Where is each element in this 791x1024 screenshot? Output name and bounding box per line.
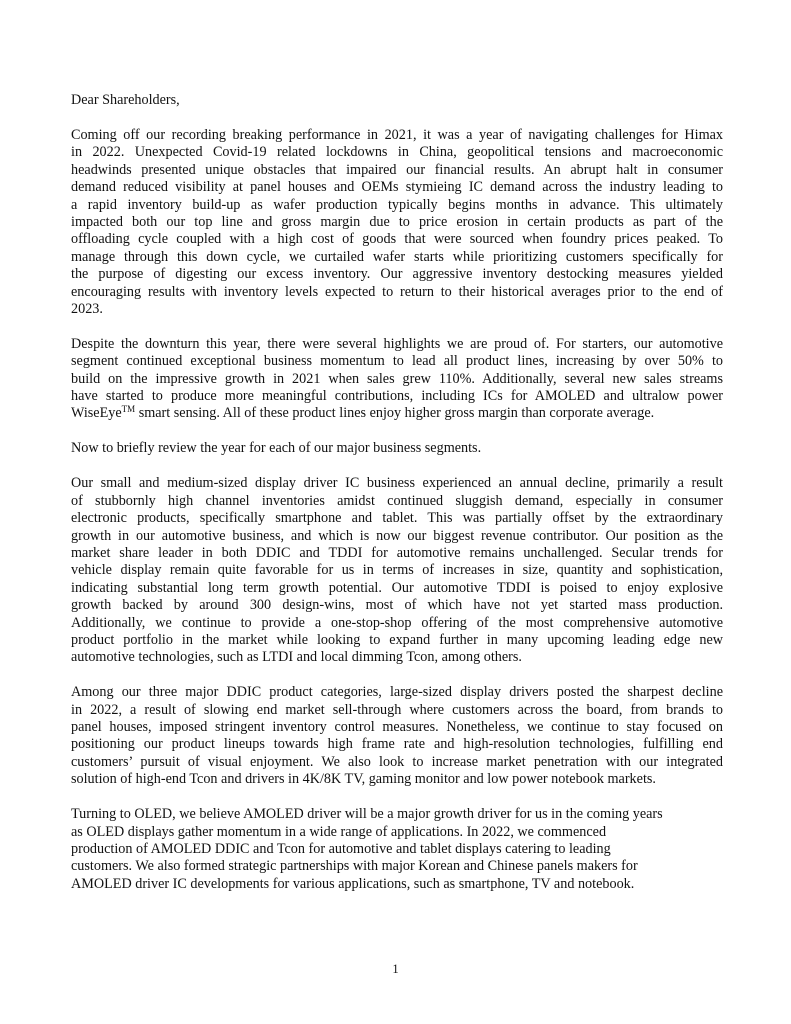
salutation: Dear Shareholders, (71, 92, 180, 108)
text-line: electronic products, specifically smartphone and tablet. This was partially offset by the extraordinary (71, 510, 723, 527)
text-line: segment continued exceptional business momentum to lead all product lines, increasing by over 50% to (71, 353, 723, 370)
text-line: demand reduced visibility at panel houses and OEMs stymieing IC demand across the industry leading to (71, 179, 723, 196)
text-line: AMOLED driver IC developments for various applications, such as smartphone, TV and notebook. (71, 875, 635, 892)
paragraph (71, 806, 723, 893)
text-line: market share leader in both DDIC and TDDI for automotive remains unchallenged. Secular trends for (71, 544, 723, 561)
text-line: production of AMOLED DDIC and Tcon for automotive and tablet displays catering to leading (71, 841, 611, 858)
text-line: impacted both our top line and gross margin due to price erosion in certain products as part of the (71, 213, 723, 230)
text-line: encouraging results with inventory levels expected to return to their historical averages prior to the end of (71, 283, 723, 300)
text-line: growth backed by around 300 design-wins, most of which have not yet started mass production. (71, 597, 723, 614)
text-line: have started to produce more meaningful contributions, including ICs for AMOLED and ultralow power (71, 388, 723, 405)
text-line: product portfolio in the market while looking to expand further in many upcoming leading edge new (71, 631, 723, 648)
text-line: automotive technologies, such as LTDI and local dimming Tcon, among others. (71, 649, 522, 666)
text-line: Turning to OLED, we believe AMOLED driver will be a major growth driver for us in the coming years (71, 806, 663, 823)
text-line: Our small and medium-sized display driver IC business experienced an annual decline, primarily a result (71, 475, 723, 492)
text-line: in 2022, a result of slowing end market sell-through where customers across the board, from brands to (71, 701, 723, 718)
paragraph (71, 440, 723, 457)
text-line: as OLED displays gather momentum in a wide range of applications. In 2022, we commenced (71, 823, 607, 840)
paragraph (71, 475, 723, 666)
text-line: positioning our product lineups towards high frame rate and high-resolution technologies, fulfilling end (71, 736, 723, 753)
letter-page (71, 92, 723, 911)
text-line: solution of high-end Tcon and drivers in 4K/8K TV, gaming monitor and low power notebook markets. (71, 771, 656, 788)
text-line (71, 405, 723, 422)
text-line: panel houses, imposed stringent inventory control measures. Nonetheless, we continue to stay focused on (71, 719, 723, 736)
text-fragment: smart sensing. All of these product lines enjoy higher gross margin than corporate average. (135, 405, 655, 422)
text-line: customers’ pursuit of visual enjoyment. We also look to increase market penetration with our integrated (71, 753, 723, 770)
text-line: Coming off our recording breaking performance in 2021, it was a year of navigating challenges for Himax (71, 126, 723, 143)
text-line: manage through this down cycle, we curtailed wafer starts while prioritizing customers specifically for (71, 248, 723, 265)
text-line: offloading cycle coupled with a high cost of goods that were sourced when foundry prices peaked. To (71, 231, 723, 248)
page-number: 1 (392, 962, 399, 976)
text-line: Despite the downturn this year, there were several highlights we are proud of. For starters, our automotive (71, 335, 723, 352)
text-line: in 2022. Unexpected Covid-19 related lockdowns in China, geopolitical tensions and macroeconomic (71, 144, 723, 161)
text-line: headwinds presented unique obstacles that impaired our financial results. An abrupt halt in consumer (71, 161, 723, 178)
paragraph (71, 127, 723, 318)
text-line: growth in our automotive business, and which is now our biggest revenue contributor. Our position as the (71, 527, 723, 544)
text-line: Now to briefly review the year for each of our major business segments. (71, 440, 482, 457)
text-line: 2023. (71, 300, 103, 317)
text-line: a rapid inventory build-up as wafer production typically begins months in advance. This ultimately (71, 196, 723, 213)
text-line: the purpose of digesting our excess inventory. Our aggressive inventory destocking measures yielded (71, 266, 723, 283)
text-line: build on the impressive growth in 2021 when sales grew 110%. Additionally, several new sales streams (71, 370, 723, 387)
paragraph (71, 336, 723, 423)
text-line: Additionally, we continue to provide a one-stop-shop offering of the most comprehensive automotive (71, 614, 723, 631)
text-line: of stubbornly high channel inventories amidst continued sluggish demand, especially in consumer (71, 492, 723, 509)
text-line: indicating substantial long term growth potential. Our automotive TDDI is poised to enjoy explosive (71, 579, 723, 596)
letter-body (71, 127, 723, 893)
text-line: Among our three major DDIC product categories, large-sized display drivers posted the sharpest decline (71, 684, 723, 701)
text-fragment: WiseEye (71, 405, 122, 422)
text-line: customers. We also formed strategic partnerships with major Korean and Chinese panels makers for (71, 858, 638, 875)
trademark-superscript: TM (121, 404, 136, 415)
paragraph (71, 684, 723, 788)
text-line: vehicle display remain quite favorable for us in terms of increases in size, quantity and sophistication, (71, 562, 723, 579)
